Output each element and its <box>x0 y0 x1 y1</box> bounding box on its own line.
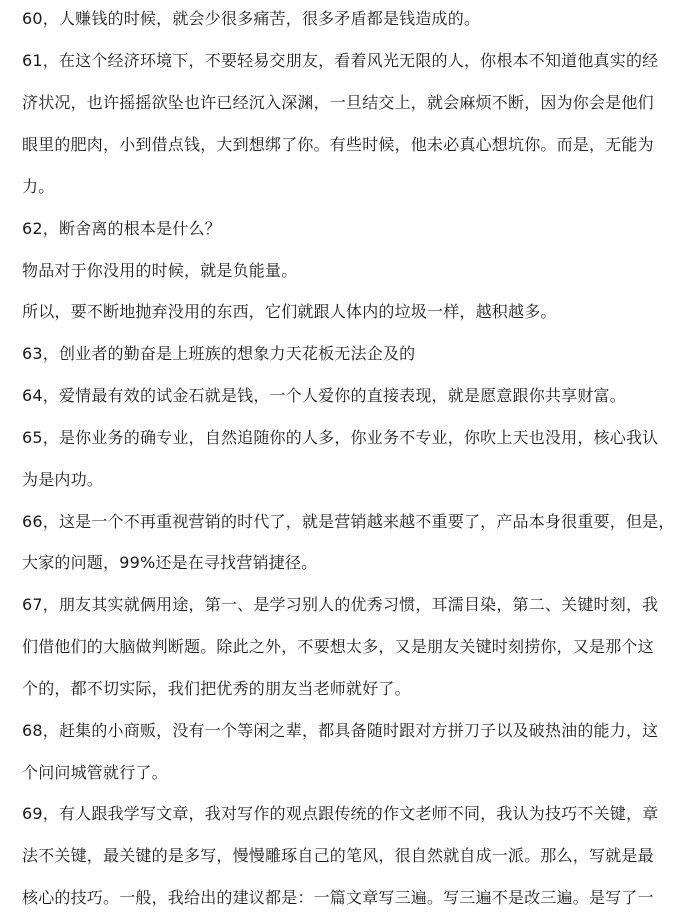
text-line: 法不关键，最关键的是多写，慢慢雕琢自己的笔风，很自然就自成一派。那么，写就是最 <box>22 846 654 865</box>
text-line: 大家的问题，99%还是在寻找营销捷径。 <box>22 553 318 572</box>
text-line: 64，爱情最有效的试金石就是钱，一个人爱你的直接表现，就是愿意跟你共享财富。 <box>22 386 626 405</box>
text-line: 个问问城管就行了。 <box>22 763 168 782</box>
text-line: 61，在这个经济环境下，不要轻易交朋友，看着风光无限的人，你根本不知道他真实的经 <box>22 51 659 70</box>
text-line: 62，断舍离的根本是什么？ <box>22 219 221 238</box>
text-line: 66，这是一个不再重视营销的时代了，就是营销越来越不重要了，产品本身很重要，但是， <box>22 512 675 531</box>
text-line: 物品对于你没用的时候，就是负能量。 <box>22 261 298 280</box>
text-line: 67，朋友其实就俩用途，第一、是学习别人的优秀习惯，耳濡目染，第二、关键时刻，我 <box>22 595 659 614</box>
text-line: 63，创业者的勤奋是上班族的想象力天花板无法企及的 <box>22 344 416 363</box>
text-line: 68，赶集的小商贩，没有一个等闲之辈，都具备随时跟对方拼刀子以及破热油的能力，这 <box>22 721 659 740</box>
text-line: 为是内功。 <box>22 470 104 489</box>
text-line: 眼里的肥肉，小到借点钱，大到想绑了你。有些时候，他未必真心想坑你。而是，无能为 <box>22 135 654 154</box>
text-line: 个的，都不切实际，我们把优秀的朋友当老师就好了。 <box>22 679 411 698</box>
text-line: 69，有人跟我学写文章，我对写作的观点跟传统的作文老师不同，我认为技巧不关键，章 <box>22 804 659 823</box>
text-line: 核心的技巧。一般，我给出的建议都是：一篇文章写三遍。写三遍不是改三遍。是写了一 <box>22 888 654 907</box>
text-line: 济状况，也许摇摇欲坠也许已经沉入深渊，一旦结交上，就会麻烦不断，因为你会是他们 <box>22 93 654 112</box>
text-line: 力。 <box>22 177 55 196</box>
text-line: 65，是你业务的确专业，自然追随你的人多，你业务不专业，你吹上天也没用，核心我认 <box>22 428 659 447</box>
text-line: 所以，要不断地抛弃没用的东西，它们就跟人体内的垃圾一样，越积越多。 <box>22 302 557 321</box>
text-line: 们借他们的大脑做判断题。除此之外，不要想太多，又是朋友关键时刻捞你，又是那个这 <box>22 637 654 656</box>
text-line: 60，人赚钱的时候，就会少很多痛苦，很多矛盾都是钱造成的。 <box>22 9 481 28</box>
